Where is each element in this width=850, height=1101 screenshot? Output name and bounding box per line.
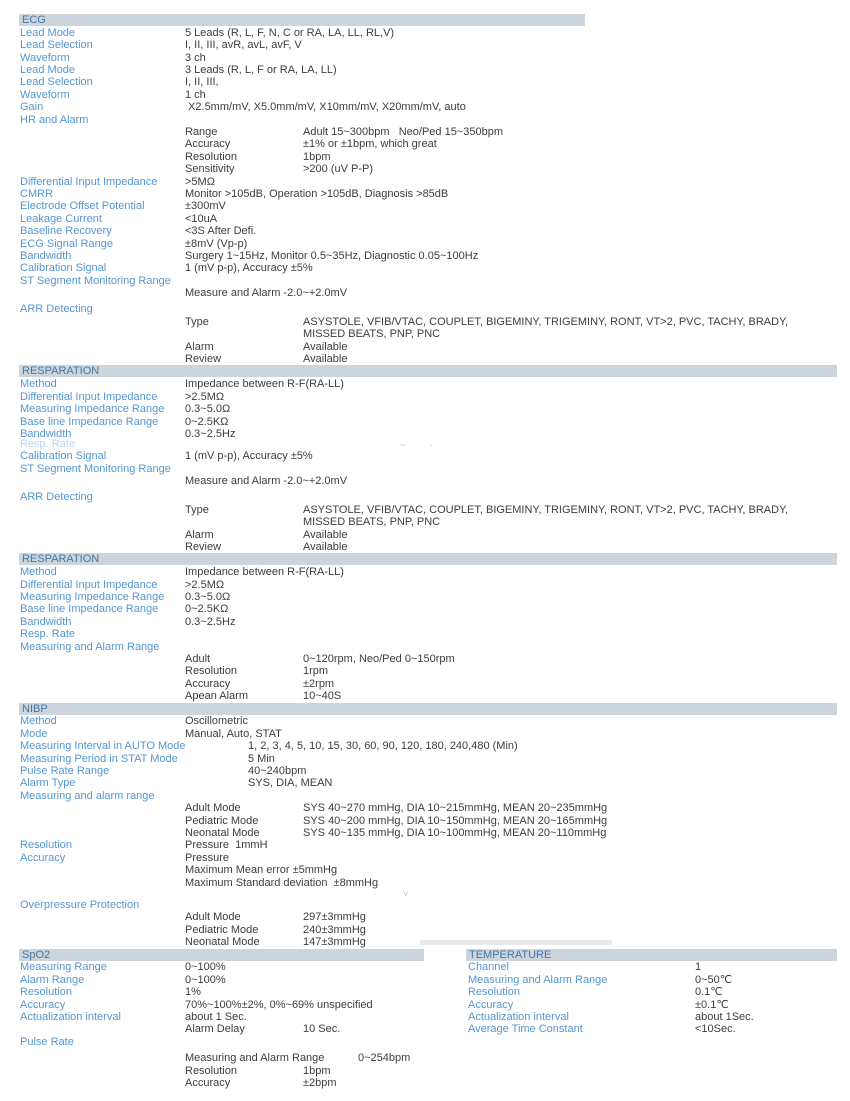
spec-label: Measuring Range: [20, 961, 107, 974]
spec-row: [0, 76, 850, 88]
spec-value: 70%~100%±2%, 0%~69% unspecified: [185, 998, 373, 1011]
spec-label: CMRR: [20, 187, 53, 200]
spec-value: 0~2.5KΩ: [185, 603, 229, 616]
spec-value: 5 Min: [248, 752, 275, 765]
spec-value: Apean Alarm: [185, 690, 248, 703]
spec-value: Oscillometric: [185, 715, 248, 728]
spec-label: ARR Detecting: [20, 303, 93, 316]
section-header-bar: [466, 949, 837, 961]
spec-label: Lead Selection: [20, 76, 93, 89]
spec-row: [0, 678, 850, 690]
spec-label: Actualization interval: [20, 1010, 121, 1023]
section-title: RESPARATION: [22, 553, 100, 566]
spec-value: Alarm: [185, 340, 214, 353]
spec-value: Manual, Auto, STAT: [185, 727, 282, 740]
spec-value: SYS 40~270 mmHg, DIA 10~215mmHg, MEAN 20~235mmHg: [303, 802, 608, 815]
spec-row: [0, 1023, 850, 1035]
spec-value: 0.3~2.5Hz: [185, 427, 236, 440]
spec-value: Resolution: [185, 665, 237, 678]
spec-value: Neonatal Mode: [185, 827, 260, 839]
spec-row: [0, 999, 850, 1011]
spec-value: Measuring and Alarm Range: [185, 1052, 325, 1065]
spec-row: [0, 163, 850, 175]
spec-value: ASYSTOLE, VFIB/VTAC, COUPLET, BIGEMINY, TRIGEMINY, RONT, VT>2, PVC, TACHY, BRADY,: [303, 503, 789, 516]
spec-row: [0, 341, 850, 353]
spec-row: [0, 27, 850, 39]
section-title: SpO2: [22, 948, 51, 961]
spec-value: about 1 Sec.: [185, 1010, 247, 1023]
spec-row: [0, 64, 850, 76]
spec-row: [0, 765, 850, 777]
spec-value: Sensitivity: [185, 163, 235, 176]
spec-row: [0, 138, 850, 150]
spec-value: Available: [303, 340, 348, 353]
spec-value: 1%: [185, 986, 201, 999]
spec-label: Method: [20, 378, 57, 391]
spec-value: Resolution: [185, 1064, 237, 1077]
spec-label: Calibration Signal: [20, 450, 107, 463]
spec-row: [0, 815, 850, 827]
spec-row: [0, 176, 850, 188]
section-header-row: [0, 949, 850, 962]
spec-row: [0, 777, 850, 789]
spec-label: Measuring Impedance Range: [20, 591, 165, 604]
spec-value: Alarm: [185, 528, 214, 541]
spec-row: [0, 101, 850, 113]
spec-value: ±0.1℃: [695, 998, 729, 1011]
spec-row: [0, 566, 850, 578]
spec-row: [0, 715, 850, 727]
scan-artifact: ˅: [403, 888, 409, 899]
spec-value: 0~100%: [185, 973, 226, 986]
spec-label: Measuring Impedance Range: [20, 403, 165, 416]
spec-row: [0, 1036, 850, 1048]
spec-row: [0, 450, 850, 462]
spec-row: [0, 238, 850, 250]
spec-row: [0, 428, 850, 440]
spec-label: Measuring and Alarm Range: [20, 640, 160, 653]
section-title: TEMPERATURE: [469, 948, 552, 961]
spec-label: Pulse Rate Range: [20, 765, 110, 778]
spec-row: [0, 1077, 850, 1089]
spec-label: Accuracy: [20, 998, 66, 1011]
spec-row: [0, 391, 850, 403]
section-resparation-1: [0, 365, 850, 553]
spec-label: Bandwidth: [20, 427, 72, 440]
spec-label: Alarm Range: [20, 973, 85, 986]
spec-label: Bandwidth: [20, 249, 72, 262]
scan-artifact: ~: [400, 440, 406, 451]
spec-value: MISSED BEATS, PNP, PNC: [303, 328, 441, 341]
spec-row: [0, 986, 850, 998]
scan-artifact: -: [430, 440, 433, 451]
section-header-row: [0, 553, 850, 566]
spec-row: [0, 188, 850, 200]
spec-label: Bandwidth: [20, 615, 72, 628]
spec-row: [0, 924, 850, 936]
spec-label: Differential Input Impedance: [20, 390, 158, 403]
spec-row: [0, 516, 850, 528]
spec-value: >2.5MΩ: [185, 578, 225, 591]
spec-row: [0, 475, 850, 487]
spec-value: Available: [303, 541, 348, 554]
spec-label: ST Segment Monitoring Range: [20, 462, 171, 475]
spec-value: Adult: [185, 653, 211, 666]
spec-value: Resolution: [185, 150, 237, 163]
spec-value: <10uA: [185, 212, 218, 225]
spec-value: Range: [185, 126, 218, 139]
spec-value: Pressure 1mmH: [185, 839, 268, 852]
spec-label: Differential Input Impedance: [20, 175, 158, 188]
spec-value: 297±3mmHg: [303, 911, 366, 924]
spec-value: 1: [695, 961, 702, 974]
spec-value: <10Sec.: [695, 1023, 736, 1036]
spec-row: [0, 39, 850, 51]
spec-row: [0, 603, 850, 615]
spec-label: Lead Selection: [20, 39, 93, 52]
spec-value: 0~2.5KΩ: [185, 415, 229, 428]
spec-label: Gain: [20, 101, 44, 114]
spec-label: Mode: [20, 727, 48, 740]
spec-label: Electrode Offset Potential: [20, 200, 145, 213]
spec-row: [0, 275, 850, 287]
spec-row: [0, 1011, 850, 1023]
spec-value: 0.3~5.0Ω: [185, 591, 231, 604]
spec-row: [0, 1052, 850, 1064]
spec-label: Calibration Signal: [20, 262, 107, 275]
spec-row: [0, 961, 850, 973]
spec-row: [0, 250, 850, 262]
spec-value: <3S After Defi.: [185, 225, 257, 238]
spec-row: [0, 790, 850, 802]
spec-row: [0, 802, 850, 814]
spec-row: [0, 316, 850, 328]
row-spacer: [0, 440, 850, 450]
spec-label: Average Time Constant: [468, 1023, 583, 1036]
spec-row: [0, 827, 850, 839]
spec-value: 0.1℃: [695, 986, 723, 999]
section-header-row: [0, 365, 850, 378]
spec-row: [0, 416, 850, 428]
spec-row: [0, 378, 850, 390]
spec-row: [0, 52, 850, 64]
spec-label: Waveform: [20, 88, 70, 101]
spec-row: [0, 653, 850, 665]
spec-row: [0, 225, 850, 237]
spec-label: Method: [20, 566, 57, 579]
spec-value: ±8mV (Vp-p): [185, 237, 248, 250]
spec-value: 40~240bpm: [248, 765, 307, 778]
spec-value: Available: [303, 528, 348, 541]
spec-value: Review: [185, 353, 222, 366]
spec-value: Maximum Standard deviation ±8mmHg: [185, 876, 379, 889]
spec-value: ±300mV: [185, 200, 226, 213]
section-title: RESPARATION: [22, 365, 100, 378]
spec-value: 0.3~5.0Ω: [185, 403, 231, 416]
spec-value: SYS, DIA, MEAN: [248, 777, 333, 790]
spec-value: 1 (mV p-p), Accuracy ±5%: [185, 450, 313, 463]
spec-label: Channel: [468, 961, 509, 974]
spec-label: Measuring and alarm range: [20, 789, 155, 802]
spec-value: X2.5mm/mV, X5.0mm/mV, X10mm/mV, X20mm/mV, auto: [185, 101, 466, 114]
spec-value: I, II, III,: [185, 76, 219, 89]
section-title: NIBP: [22, 702, 48, 715]
spec-value: 3 Leads (R, L, F or RA, LA, LL): [185, 64, 337, 77]
spec-value: Maximum Mean error ±5mmHg: [185, 864, 338, 877]
spec-value: Monitor >105dB, Operation >105dB, Diagnosis >85dB: [185, 187, 449, 200]
spec-value: MISSED BEATS, PNP, PNC: [303, 516, 441, 529]
spec-label: Resolution: [20, 839, 72, 852]
spec-row: [0, 114, 850, 126]
row-spacer: [0, 889, 850, 899]
spec-value: 10~40S: [303, 690, 342, 703]
section-resparation-2: [0, 553, 850, 702]
spec-value: 0~120rpm, Neo/Ped 0~150rpm: [303, 653, 455, 666]
spec-row: [0, 151, 850, 163]
spec-row: [0, 541, 850, 553]
section-header-bar: [19, 703, 837, 715]
section-header-bar: [19, 365, 837, 377]
spec-value: Type: [185, 315, 209, 328]
spec-label: Overpressure Protection: [20, 898, 140, 911]
spec-value: 10 Sec.: [303, 1023, 341, 1036]
spec-value: Surgery 1~15Hz, Monitor 0.5~35Hz, Diagnostic 0.05~100Hz: [185, 249, 479, 262]
spec-row: [0, 899, 850, 911]
spec-value: Available: [303, 353, 348, 366]
spec-value: Accuracy: [185, 677, 231, 690]
spec-row: [0, 641, 850, 653]
spec-label: Baseline Recovery: [20, 225, 112, 238]
scan-artifact: Resp. Rate: [20, 438, 76, 451]
spec-row: [0, 262, 850, 274]
spec-row: [0, 529, 850, 541]
spec-row: [0, 1065, 850, 1077]
spec-value: Impedance between R-F(RA-LL): [185, 566, 344, 579]
spec-row: [0, 213, 850, 225]
spec-value: Accuracy: [185, 1076, 231, 1089]
spec-value: Impedance between R-F(RA-LL): [185, 378, 344, 391]
spec-label: Measuring Interval in AUTO Mode: [20, 740, 186, 753]
spec-value: 5 Leads (R, L, F, N, C or RA, LA, LL, RL,V): [185, 26, 395, 39]
spec-value: >2.5MΩ: [185, 390, 225, 403]
spec-value: 1bpm: [303, 150, 331, 163]
spec-label: ST Segment Monitoring Range: [20, 274, 171, 287]
spec-label: Waveform: [20, 51, 70, 64]
spec-row: [0, 591, 850, 603]
section-header-row: [0, 703, 850, 716]
spec-value: Neonatal Mode: [185, 936, 260, 949]
spec-value: 1bpm: [303, 1064, 331, 1077]
spec-row: [0, 89, 850, 101]
spec-value: 3 ch: [185, 51, 206, 64]
spec-row: [0, 328, 850, 340]
spec-label: Accuracy: [20, 851, 66, 864]
spec-label: Actualization interval: [468, 1010, 569, 1023]
spec-row: [0, 839, 850, 851]
spec-row: [0, 628, 850, 640]
spec-row: [0, 303, 850, 315]
spec-label: Measuring and Alarm Range: [468, 973, 608, 986]
spec-value: 1 (mV p-p), Accuracy ±5%: [185, 262, 313, 275]
spec-value: SYS 40~200 mmHg, DIA 10~150mmHg, MEAN 20~165mmHg: [303, 814, 608, 827]
section-header-bar: [19, 553, 837, 565]
spec-label: Lead Mode: [20, 26, 76, 39]
section-nibp: [0, 703, 850, 949]
spec-value: Adult 15~300bpm Neo/Ped 15~350bpm: [303, 126, 503, 139]
spec-value: Alarm Delay: [185, 1023, 245, 1036]
spec-row: [0, 852, 850, 864]
spec-row: [0, 504, 850, 516]
spec-label: Alarm Type: [20, 777, 76, 790]
spec-label: Resp. Rate: [20, 628, 76, 641]
spec-row: [0, 463, 850, 475]
spec-value: Measure and Alarm -2.0~+2.0mV: [185, 475, 348, 488]
spec-row: [0, 877, 850, 889]
spec-label: ARR Detecting: [20, 491, 93, 504]
spec-row: [0, 616, 850, 628]
section-spo2-temperature: [0, 949, 850, 1090]
spec-value: I, II, III, avR, avL, avF, V: [185, 39, 302, 52]
section-header-bar: [19, 14, 585, 26]
spec-value: ±1% or ±1bpm, which great: [303, 138, 437, 151]
spec-value: >200 (uV P-P): [303, 163, 374, 176]
spec-row: [0, 287, 850, 299]
spec-value: >5MΩ: [185, 175, 215, 188]
spec-value: ±2bpm: [303, 1076, 337, 1089]
spec-label: Lead Mode: [20, 64, 76, 77]
spec-value: Pressure: [185, 851, 230, 864]
spec-row: [0, 740, 850, 752]
spec-label: ECG Signal Range: [20, 237, 113, 250]
spec-value: about 1Sec.: [695, 1010, 754, 1023]
spec-label: Differential Input Impedance: [20, 578, 158, 591]
section-ecg: [0, 14, 850, 365]
spec-label: Accuracy: [468, 998, 514, 1011]
spec-label: Resolution: [468, 986, 520, 999]
spec-value: Adult Mode: [185, 802, 241, 815]
scan-artifact-smudge: [420, 940, 612, 945]
spec-value: 240±3mmHg: [303, 923, 366, 936]
spec-label: Base line Impedance Range: [20, 603, 159, 616]
spec-row: [0, 403, 850, 415]
spec-row: [0, 353, 850, 365]
spec-row: [0, 753, 850, 765]
spec-label: Resolution: [20, 986, 72, 999]
spec-value: 1 ch: [185, 88, 206, 101]
spec-row: [0, 665, 850, 677]
spec-row: [0, 974, 850, 986]
section-title: ECG: [22, 14, 46, 26]
spec-value: Review: [185, 541, 222, 554]
spec-value: 0.3~2.5Hz: [185, 615, 236, 628]
spec-value: Adult Mode: [185, 911, 241, 924]
spec-row: [0, 864, 850, 876]
spec-value: 0~254bpm: [358, 1052, 411, 1065]
spec-value: ±2rpm: [303, 677, 335, 690]
spec-value: 147±3mmHg: [303, 936, 366, 949]
spec-value: 1, 2, 3, 4, 5, 10, 15, 30, 60, 90, 120, 180, 240,480 (Min): [248, 740, 518, 753]
spec-label: Method: [20, 715, 57, 728]
spec-label: Pulse Rate: [20, 1035, 74, 1048]
spec-label: Base line Impedance Range: [20, 415, 159, 428]
spec-label: Leakage Current: [20, 212, 102, 225]
section-header-bar: [19, 949, 424, 961]
spec-row: [0, 126, 850, 138]
spec-value: Pediatric Mode: [185, 923, 259, 936]
spec-value: Accuracy: [185, 138, 231, 151]
spec-value: Pediatric Mode: [185, 814, 259, 827]
spec-value: 1rpm: [303, 665, 329, 678]
spec-row: [0, 579, 850, 591]
spec-value: SYS 40~135 mmHg, DIA 10~100mmHg, MEAN 20~110mmHg: [303, 827, 607, 839]
spec-label: Measuring Period in STAT Mode: [20, 752, 178, 765]
spec-row: [0, 728, 850, 740]
spec-row: [0, 911, 850, 923]
spec-value: ASYSTOLE, VFIB/VTAC, COUPLET, BIGEMINY, TRIGEMINY, RONT, VT>2, PVC, TACHY, BRADY,: [303, 315, 789, 328]
spec-row: [0, 491, 850, 503]
spec-row: [0, 690, 850, 702]
spec-row: [0, 200, 850, 212]
section-header-row: [0, 14, 850, 27]
spec-value: Measure and Alarm -2.0~+2.0mV: [185, 287, 348, 300]
spec-value: Type: [185, 503, 209, 516]
spec-value: 0~50℃: [695, 973, 733, 986]
spec-label: HR and Alarm: [20, 113, 89, 126]
spec-value: 0~100%: [185, 961, 226, 974]
